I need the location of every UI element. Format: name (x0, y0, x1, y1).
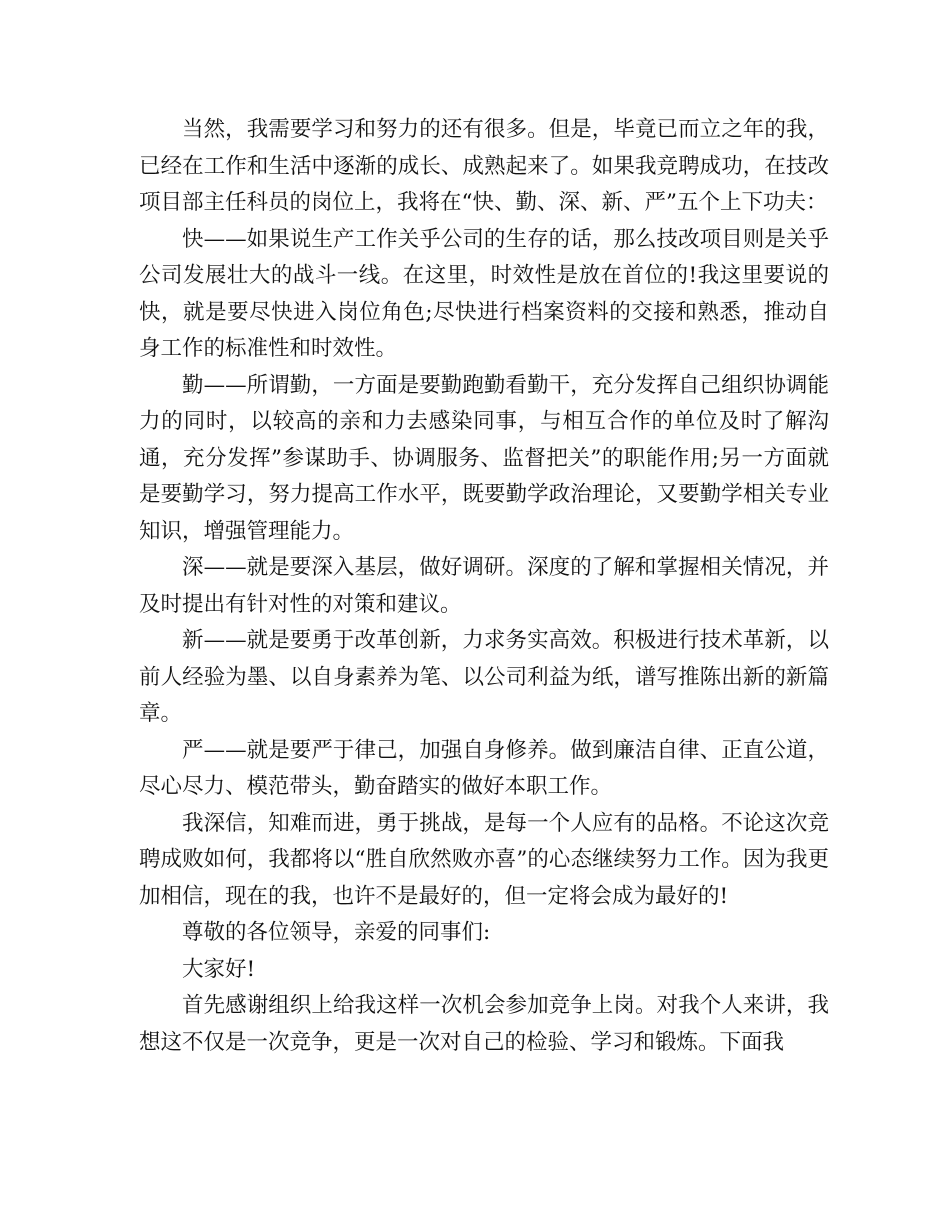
paragraph-kuai: 快——如果说生产工作关乎公司的生存的话，那么技改项目则是关乎公司发展壮大的战斗一线。在这里，时效性是放在首位的!我这里要说的快，就是要尽快进入岗位角色;尽快进行档案资料的交接和熟悉，推动自身工作的标准性和时效性。 (139, 226, 829, 361)
paragraph-shen: 深——就是要深入基层，做好调研。深度的了解和掌握相关情况，并及时提出有针对性的对策和建议。 (139, 555, 829, 617)
paragraph-opening: 首先感谢组织上给我这样一次机会参加竞争上岗。对我个人来讲，我想这不仅是一次竞争，更是一次对自己的检验、学习和锻炼。下面我 (139, 993, 829, 1055)
paragraph-xin: 新——就是要勇于改革创新，力求务实高效。积极进行技术革新，以前人经验为墨、以自身素养为笔、以公司利益为纸，谱写推陈出新的新篇章。 (139, 628, 829, 726)
paragraph-intro: 当然，我需要学习和努力的还有很多。但是，毕竟已而立之年的我，已经在工作和生活中逐渐的成长、成熟起来了。如果我竞聘成功，在技改项目部主任科员的岗位上，我将在“快、勤、深、新、严”五个上下功夫： (139, 117, 829, 215)
paragraph-salutation: 尊敬的各位领导，亲爱的同事们: (182, 920, 491, 945)
paragraph-conclusion: 我深信，知难而进，勇于挑战，是每一个人应有的品格。不论这次竞聘成败如何，我都将以“胜自欣然败亦喜”的心态继续努力工作。因为我更加相信，现在的我，也许不是最好的，但一定将会成为最好的! (139, 810, 829, 909)
document-body (139, 112, 829, 1061)
paragraph-greeting: 大家好! (182, 956, 256, 982)
paragraph-yan: 严——就是要严于律己，加强自身修养。做到廉洁自律、正直公道，尽心尽力、模范带头，勤奋踏实的做好本职工作。 (139, 737, 829, 799)
paragraph-qin: 勤——所谓勤，一方面是要勤跑勤看勤干，充分发挥自己组织协调能力的同时，以较高的亲和力去感染同事，与相互合作的单位及时了解沟通，充分发挥”参谋助手、协调服务、监督把关”的职能作用;另一方面就是要勤学习，努力提高工作水平，既要勤学政治理论，又要勤学相关专业知识，增强管理能力。 (139, 372, 829, 544)
